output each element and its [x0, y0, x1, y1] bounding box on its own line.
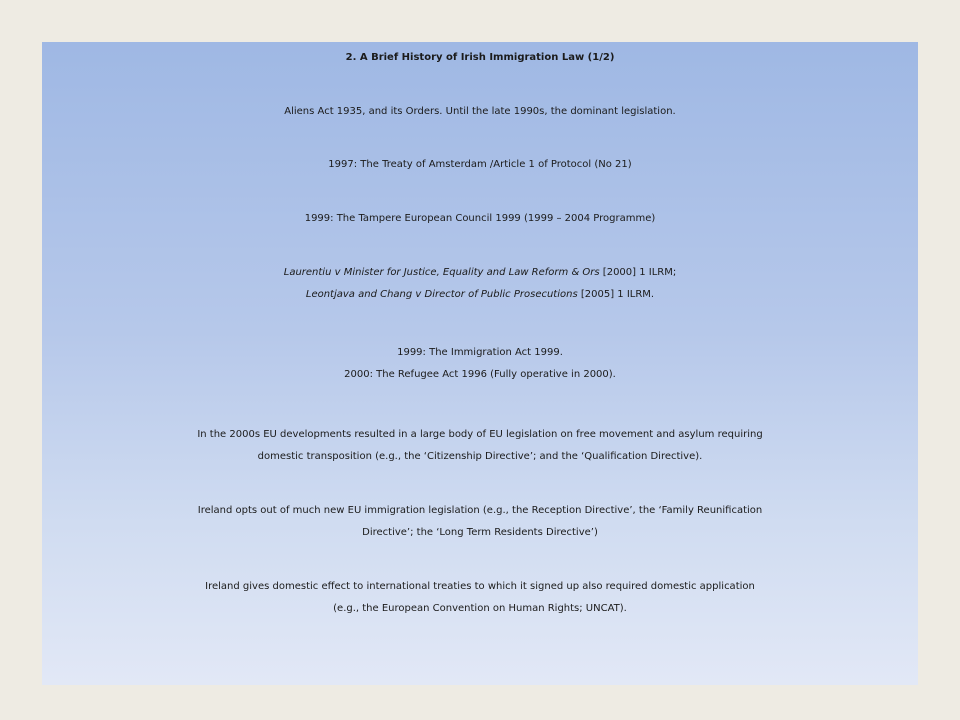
paragraph-line: Aliens Act 1935, and its Orders. Until the late 1990s, the dominant legislation.: [284, 106, 676, 117]
case-reference: [2000] 1 ILRM;: [599, 267, 677, 278]
paragraph-acts: [42, 342, 918, 386]
paragraph-tampere: [42, 208, 918, 230]
paragraph-line: 2000: The Refugee Act 1996 (Fully operative in 2000).: [344, 369, 616, 380]
slide-title: [42, 47, 918, 69]
paragraph-line: (e.g., the European Convention on Human Rights; UNCAT).: [333, 603, 627, 614]
paragraph-amsterdam: [42, 154, 918, 176]
title-text: 2. A Brief History of Irish Immigration Law (1/2): [345, 52, 615, 63]
case-citation-leontjava: [42, 284, 918, 306]
case-name: Leontjava and Chang v Director of Public Prosecutions: [305, 289, 578, 300]
paragraph-treaties: [42, 576, 918, 620]
case-name: Laurentiu v Minister for Justice, Equality and Law Reform & Ors: [283, 267, 600, 278]
case-reference: [2005] 1 ILRM.: [577, 289, 655, 300]
paragraph-line: 1999: The Tampere European Council 1999 (1999 – 2004 Programme): [304, 213, 656, 224]
paragraph-line: Ireland opts out of much new EU immigration legislation (e.g., the Reception Directive’, the ‘Family Reunification: [197, 505, 763, 516]
paragraph-aliens-act: [42, 101, 918, 123]
paragraph-line: 1997: The Treaty of Amsterdam /Article 1 of Protocol (No 21): [328, 159, 632, 170]
paragraph-line: In the 2000s EU developments resulted in a large body of EU legislation on free movement and asylum requiring: [197, 429, 763, 440]
paragraph-case-law: [42, 262, 918, 306]
slide-panel: [42, 42, 918, 685]
case-citation-laurentiu: [42, 262, 918, 284]
paragraph-line: Ireland gives domestic effect to international treaties to which it signed up also required domestic application: [205, 581, 755, 592]
paragraph-opt-out: [42, 500, 918, 544]
paragraph-line: 1999: The Immigration Act 1999.: [397, 347, 563, 358]
paragraph-line: domestic transposition (e.g., the ‘Citizenship Directive’; and the ‘Qualification Directive).: [257, 451, 703, 462]
paragraph-eu-developments: [42, 424, 918, 468]
paragraph-line: Directive’; the ‘Long Term Residents Directive’): [362, 527, 598, 538]
